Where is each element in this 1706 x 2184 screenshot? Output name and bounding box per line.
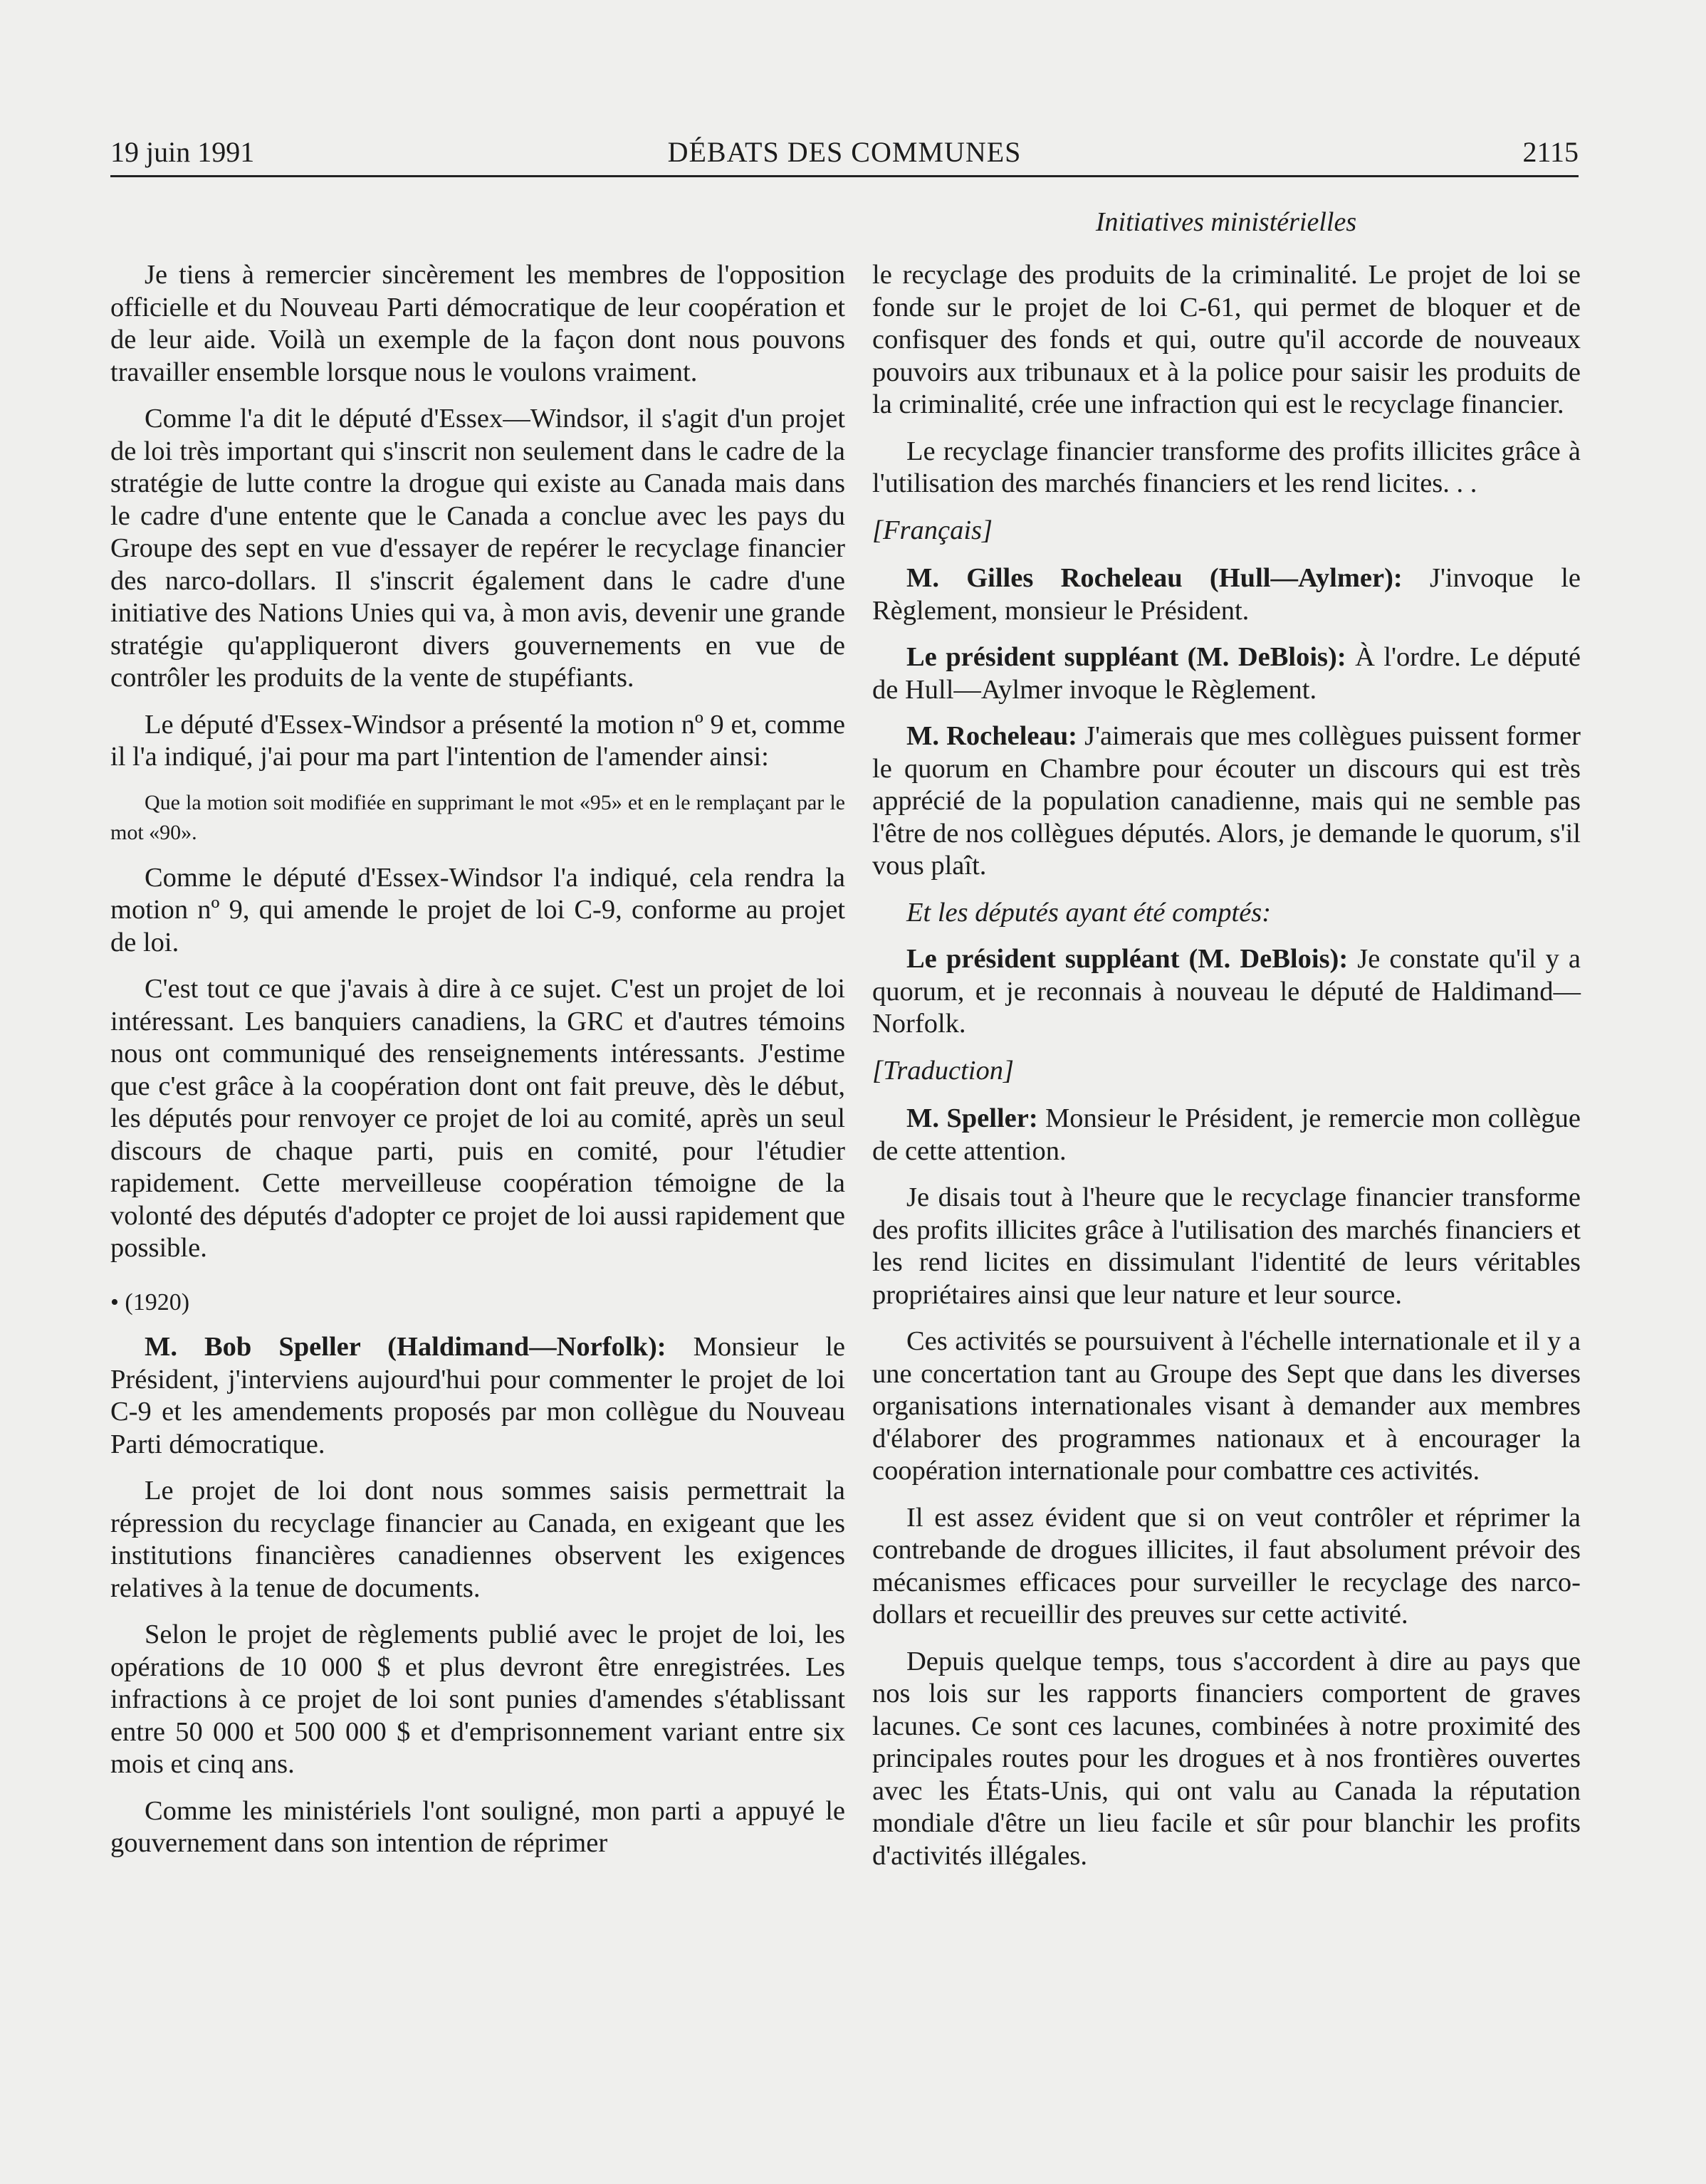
speaker-paragraph bbox=[872, 943, 1581, 1041]
paragraph: Depuis quelque temps, tous s'accordent à dire au pays que nos lois sur les rapports financiers comportent de graves lacunes. Ce sont ces lacunes, combinées à notre proximité des principales routes pour les drogues et à nos frontières ouvertes avec les États-Unis, qui ont valu au Canada la réputation mondiale d'être un lieu facile et sûr pour blanchir les profits d'activités illégales. bbox=[872, 1646, 1581, 1871]
speech-text: Monsieur le Président, j'interviens aujourd'hui pour commenter le projet de loi C-9 et les amendements proposés par mon collègue du Nouveau Parti démocratique. bbox=[110, 1332, 845, 1459]
speech-text: Je constate qu'il y a quorum, et je reconnais à nouveau le député de Haldimand—Norfolk. bbox=[872, 944, 1581, 1039]
speaker-paragraph bbox=[872, 641, 1581, 706]
section-heading: Initiatives ministérielles bbox=[1095, 207, 1357, 237]
speech-text: J'aimerais que mes collègues puissent former le quorum en Chambre pour écouter un discours qui est très apprécié de la population canadienne, mais qui ne semble pas l'être de nos collègues députés. Alors, je demande le quorum, s'il vous plaît. bbox=[872, 721, 1581, 881]
paragraph: Le député d'Essex-Windsor a présenté la motion nº 9 et, comme il l'a indiqué, j'ai pour ma part l'intention de l'amender ainsi: bbox=[110, 709, 845, 772]
speaker-name: M. Rocheleau: bbox=[906, 721, 1077, 751]
speaker-name: Le président suppléant (M. DeBlois): bbox=[906, 944, 1349, 974]
paragraph: Il est assez évident que si on veut contrôler et réprimer la contrebande de drogues illicites, il faut absolument prévoir des mécanismes efficaces pour surveiller le recyclage des narco-dollars et recueillir des preuves sur cette activité. bbox=[872, 1502, 1581, 1629]
speaker-name: Le président suppléant (M. DeBlois): bbox=[906, 642, 1346, 672]
paragraph: Comme les ministériels l'ont souligné, mon parti a appuyé le gouvernement dans son intention de réprimer bbox=[110, 1795, 845, 1858]
speaker-paragraph bbox=[872, 562, 1581, 627]
page-header bbox=[110, 132, 1579, 177]
page-number: 2115 bbox=[1522, 136, 1579, 168]
right-column bbox=[872, 259, 1581, 1886]
speaker-name: M. Speller: bbox=[906, 1103, 1038, 1133]
time-marker: • (1920) bbox=[110, 1288, 190, 1316]
paragraph: Comme l'a dit le député d'Essex—Windsor, il s'agit d'un projet de loi très important qui s'inscrit non seulement dans le cadre de la stratégie de lutte contre la drogue qui existe au Canada mais dans le cadre d'une entente que le Canada a conclue avec les pays du Groupe des sept en vue d'essayer de repérer le recyclage financier des narco-dollars. Il s'inscrit également dans le cadre d'une initiative des Nations Unies qui va, à mon avis, devenir une grande stratégie qu'appliqueront divers gouvernements en vue de contrôler les produits de la vente de stupéfiants. bbox=[110, 404, 845, 693]
speech-text: À l'ordre. Le député de Hull—Aylmer invoque le Règlement. bbox=[872, 642, 1581, 705]
paragraph: Le recyclage financier transforme des profits illicites grâce à l'utilisation des marchés financiers et les rend licites. . . bbox=[872, 436, 1581, 498]
paragraph: Je disais tout à l'heure que le recyclage financier transforme des profits illicites grâce à l'utilisation des marchés financiers et les rend licites en dissimulant l'identité de leurs véritables propriétaires ainsi que leur nature et leur source. bbox=[872, 1182, 1581, 1310]
motion-quote: Que la motion soit modifiée en supprimant le mot «95» et en le remplaçant par le mot «90». bbox=[110, 790, 845, 844]
paragraph: Selon le projet de règlements publié avec le projet de loi, les opérations de 10 000 $ et plus devront être enregistrées. Les infractions à ce projet de loi sont punies d'amendes s'établissant entre 50 000 et 500 000 $ et d'emprisonnement variant entre six mois et cinq ans. bbox=[110, 1619, 845, 1779]
language-marker: [Traduction] bbox=[872, 1055, 1014, 1086]
paragraph: Le projet de loi dont nous sommes saisis permettrait la répression du recyclage financier au Canada, en exigeant que les institutions financières canadiennes observent les exigences relatives à la tenue de documents. bbox=[110, 1476, 845, 1603]
paragraph: Je tiens à remercier sincèrement les membres de l'opposition officielle et du Nouveau Parti démocratique de leur coopération et de leur aide. Voilà un exemple de la façon dont nous pouvons travailler ensemble lorsque nous le voulons vraiment. bbox=[110, 260, 845, 387]
language-marker: [Français] bbox=[872, 515, 993, 545]
paragraph: Comme le député d'Essex-Windsor l'a indiqué, cela rendra la motion nº 9, qui amende le projet de loi C-9, conforme au projet de loi. bbox=[110, 862, 845, 957]
header-date: 19 juin 1991 bbox=[110, 136, 255, 168]
speaker-paragraph bbox=[872, 720, 1581, 883]
speech-text: Monsieur le Président, je remercie mon collègue de cette attention. bbox=[872, 1103, 1581, 1166]
paragraph: le recyclage des produits de la criminalité. Le projet de loi se fonde sur le projet de loi C-61, qui permet de bloquer et de confisquer des fonds et qui, outre qu'il accorde de nouveaux pouvoirs aux tribunaux et à la police pour saisir les produits de la criminalité, crée une infraction qui est le recyclage financier. bbox=[872, 260, 1581, 419]
left-column bbox=[110, 259, 845, 1874]
header-title: DÉBATS DES COMMUNES bbox=[667, 136, 1022, 168]
paragraph: C'est tout ce que j'avais à dire à ce sujet. C'est un projet de loi intéressant. Les banquiers canadiens, la GRC et d'autres témoins nous ont communiqué des renseignements intéressants. J'estime que c'est grâce à la coopération dont ont fait preuve, dès le début, les députés pour renvoyer ce projet de loi au comité, après un seul discours de chaque parti, puis en comité, pour l'étudier rapidement. Cette merveilleuse coopération témoigne de la volonté des députés d'adopter ce projet de loi aussi rapidement que possible. bbox=[110, 974, 845, 1263]
speech-text: J'invoque le Règlement, monsieur le Président. bbox=[872, 563, 1581, 626]
paragraph: Ces activités se poursuivent à l'échelle internationale et il y a une concertation tant au Groupe des Sept que dans les diverses organisations internationales visant à demander aux membres d'élaborer des programmes nationaux et à encourager la coopération internationale pour combattre ces activités. bbox=[872, 1326, 1581, 1486]
speaker-name: M. Bob Speller (Haldimand—Norfolk): bbox=[145, 1332, 666, 1362]
procedural-note: Et les députés ayant été comptés: bbox=[906, 897, 1272, 928]
speaker-paragraph bbox=[872, 1103, 1581, 1167]
speaker-name: M. Gilles Rocheleau (Hull—Aylmer): bbox=[906, 563, 1403, 593]
speaker-paragraph bbox=[110, 1331, 845, 1461]
